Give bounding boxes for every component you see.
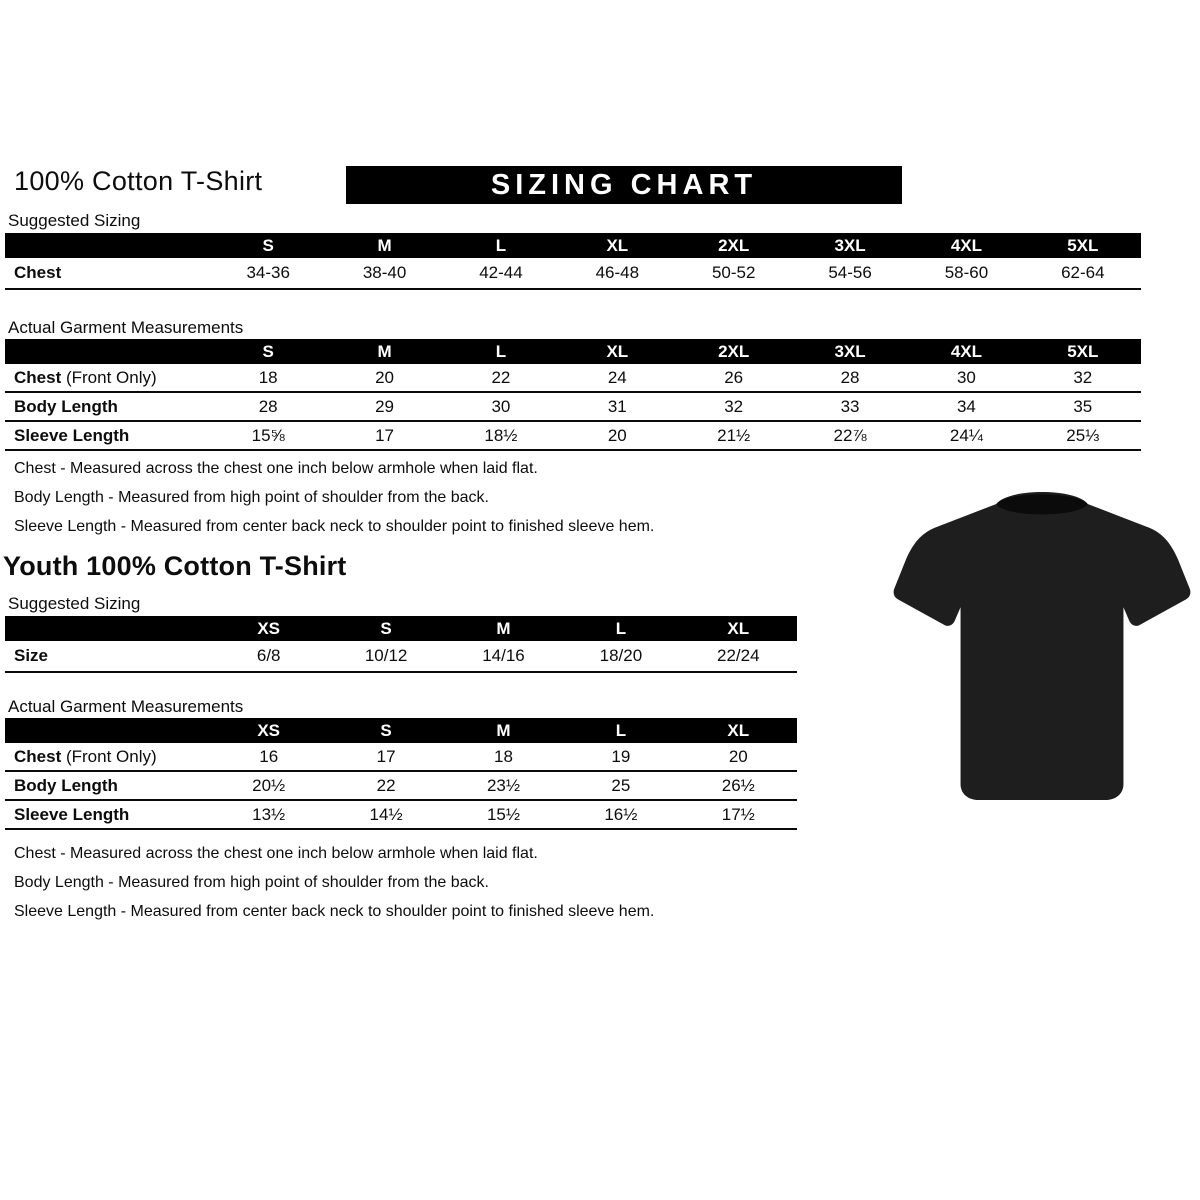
size-column-header: XS: [257, 619, 281, 638]
measurement-value: 18½: [484, 425, 518, 445]
row-label: Body Length: [14, 775, 118, 795]
measurement-value: 22/24: [717, 646, 760, 665]
size-column-header: S: [380, 619, 392, 638]
size-column-header: XS: [257, 721, 281, 740]
size-column-header: 2XL: [718, 236, 750, 255]
measurement-value: 28: [258, 396, 278, 416]
measurement-value: 58-60: [944, 263, 989, 282]
measurement-value: 18: [494, 746, 513, 766]
table-row: [5, 364, 1141, 393]
measurement-value: 20: [375, 367, 395, 387]
size-column-header: M: [377, 236, 392, 255]
measurement-value: 34-36: [246, 263, 290, 282]
tshirt-graphic: [893, 478, 1191, 816]
sizing-chart-banner: SIZING CHART: [346, 166, 902, 204]
measurement-value: 14½: [369, 804, 403, 824]
size-column-header: S: [380, 721, 392, 740]
measurement-value: 22: [376, 775, 396, 795]
table-row: [5, 743, 797, 772]
row-label: Chest (Front Only): [14, 367, 157, 387]
row-label: Body Length: [14, 396, 118, 416]
youth-suggested-heading: Suggested Sizing: [8, 594, 141, 613]
size-column-header: 3XL: [834, 236, 866, 255]
table-row: [5, 641, 797, 673]
size-column-header: 4XL: [950, 342, 983, 361]
measurement-value: 25⅓: [1066, 425, 1100, 445]
body-length-note: Body Length - Measured from high point of shoulder from the back.: [14, 874, 489, 891]
row-label: Sleeve Length: [14, 425, 130, 445]
row-label: Sleeve Length: [14, 804, 130, 824]
measurement-value: 10/12: [364, 646, 408, 665]
table-row: [5, 772, 797, 801]
size-column-header: S: [262, 236, 274, 255]
size-column-header: 5XL: [1067, 236, 1099, 255]
measurement-value: 32: [724, 396, 744, 416]
sleeve-length-note: Sleeve Length - Measured from center back neck to shoulder point to finished sleeve hem.: [14, 903, 655, 920]
measurement-value: 26: [724, 367, 744, 387]
measurement-value: 32: [1073, 367, 1093, 387]
adult-suggested-heading: Suggested Sizing: [8, 211, 141, 230]
measurement-value: 17: [375, 425, 395, 445]
measurement-value: 30: [956, 367, 976, 387]
sleeve-length-note: Sleeve Length - Measured from center back neck to shoulder point to finished sleeve hem.: [14, 518, 655, 535]
adult-measurement-notes: [14, 460, 654, 547]
measurement-value: 24: [607, 367, 627, 387]
size-column-header: XL: [727, 721, 750, 740]
measurement-value: 13½: [252, 804, 286, 824]
measurement-value: 22: [491, 367, 511, 387]
measurement-value: 38-40: [362, 263, 407, 282]
size-column-header: M: [496, 721, 511, 740]
table-row: [5, 393, 1141, 422]
measurement-value: 29: [375, 396, 395, 416]
tshirt-body: [894, 492, 1191, 800]
row-label: Chest (Front Only): [14, 746, 157, 766]
measurement-value: 28: [840, 367, 860, 387]
row-label: Chest: [14, 263, 62, 282]
measurement-value: 50-52: [711, 263, 756, 282]
size-header-row: [5, 718, 797, 743]
youth-title: Youth 100% Cotton T-Shirt: [3, 551, 347, 581]
size-column-header: L: [615, 721, 627, 740]
measurement-value: 35: [1073, 396, 1093, 416]
chest-note: Chest - Measured across the chest one inch below armhole when laid flat.: [14, 460, 538, 477]
measurement-value: 33: [840, 396, 860, 416]
youth-suggested-sizing-table: [5, 616, 797, 673]
measurement-value: 54-56: [828, 263, 872, 282]
adult-garment-heading: Actual Garment Measurements: [8, 318, 244, 337]
measurement-value: 30: [491, 396, 511, 416]
measurement-value: 31: [607, 396, 627, 416]
table-row: [5, 801, 797, 830]
size-header-row: [5, 616, 797, 641]
size-column-header: L: [495, 236, 507, 255]
measurement-value: 21½: [717, 425, 751, 445]
measurement-value: 42-44: [479, 263, 523, 282]
size-column-header: 2XL: [718, 342, 750, 361]
measurement-value: 18/20: [599, 646, 643, 665]
measurement-value: 46-48: [595, 263, 640, 282]
measurement-value: 23½: [486, 775, 521, 795]
measurement-value: 17½: [721, 804, 755, 824]
row-label: Size: [14, 646, 49, 665]
size-column-header: L: [495, 342, 507, 361]
size-column-header: 4XL: [950, 236, 983, 255]
size-column-header: 5XL: [1067, 342, 1099, 361]
measurement-value: 62-64: [1061, 263, 1105, 282]
size-column-header: M: [377, 342, 392, 361]
youth-measurement-notes: [14, 845, 654, 932]
measurement-value: 14/16: [482, 646, 525, 665]
table-row: [5, 422, 1141, 451]
size-column-header: S: [262, 342, 274, 361]
measurement-value: 16½: [604, 804, 638, 824]
page-title: 100% Cotton T-Shirt: [14, 166, 263, 196]
measurement-value: 20½: [252, 775, 286, 795]
measurement-value: 26½: [721, 775, 755, 795]
measurement-value: 22⅞: [833, 425, 867, 445]
adult-garment-measurements-table: [5, 339, 1141, 451]
size-column-header: XL: [606, 342, 629, 361]
chest-note: Chest - Measured across the chest one inch below armhole when laid flat.: [14, 845, 538, 862]
youth-garment-heading: Actual Garment Measurements: [8, 697, 244, 716]
measurement-value: 34: [956, 396, 976, 416]
size-column-header: M: [496, 619, 511, 638]
measurement-value: 6/8: [256, 646, 281, 665]
measurement-value: 19: [611, 746, 631, 766]
size-column-header: XL: [727, 619, 750, 638]
measurement-value: 15½: [486, 804, 521, 824]
measurement-value: 18: [258, 367, 278, 387]
adult-suggested-sizing-table: [5, 233, 1141, 290]
measurement-value: 25: [611, 775, 631, 795]
size-column-header: XL: [606, 236, 629, 255]
tshirt-image: [893, 478, 1191, 816]
measurement-value: 20: [728, 746, 748, 766]
measurement-value: 24¼: [949, 425, 983, 445]
size-column-header: L: [615, 619, 627, 638]
size-column-header: 3XL: [834, 342, 866, 361]
table-row: [5, 258, 1141, 290]
size-header-row: [5, 233, 1141, 258]
measurement-value: 16: [259, 746, 279, 766]
body-length-note: Body Length - Measured from high point of shoulder from the back.: [14, 489, 489, 506]
size-header-row: [5, 339, 1141, 364]
youth-garment-measurements-table: [5, 718, 797, 830]
measurement-value: 15⅝: [251, 425, 285, 445]
measurement-value: 17: [376, 746, 396, 766]
measurement-value: 20: [607, 425, 627, 445]
